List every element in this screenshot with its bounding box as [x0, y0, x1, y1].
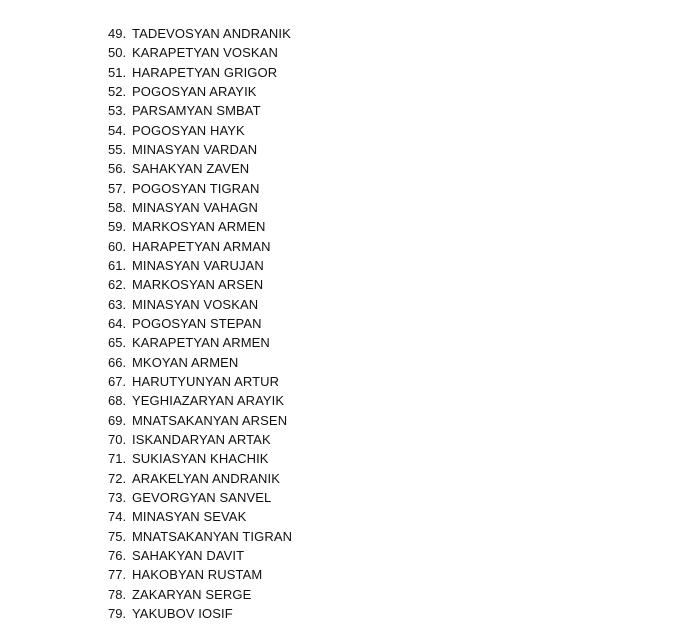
list-item: [108, 527, 292, 546]
item-name: PARSAMYAN SMBAT: [132, 103, 261, 119]
item-name: KARAPETYAN VOSKAN: [132, 45, 278, 61]
item-number: 75.: [108, 528, 127, 544]
item-number: 52.: [108, 83, 127, 99]
item-name: SAHAKYAN ZAVEN: [132, 161, 250, 177]
item-number: 71.: [108, 451, 127, 467]
item-number: 53.: [108, 103, 127, 119]
item-name: SAHAKYAN DAVIT: [132, 547, 245, 563]
item-number: 58.: [108, 199, 127, 215]
item-name: TADEVOSYAN ANDRANIK: [132, 26, 291, 41]
item-name: MNATSAKANYAN ARSEN: [132, 412, 288, 428]
item-name: GEVORGYAN SANVEL: [132, 489, 272, 505]
list-item: [108, 217, 292, 236]
item-number: 77.: [108, 567, 127, 583]
list-item: [108, 565, 292, 584]
list-item: [108, 256, 292, 275]
list-item: [108, 604, 292, 623]
item-name: MNATSAKANYAN TIGRAN: [132, 528, 293, 544]
item-name: MKOYAN ARMEN: [132, 354, 239, 370]
item-name: MINASYAN VARDAN: [132, 141, 258, 157]
name-list: [108, 24, 292, 623]
item-name: MARKOSYAN ARMEN: [132, 219, 266, 235]
item-number: 61.: [108, 257, 127, 273]
item-name: KARAPETYAN ARMEN: [132, 335, 270, 351]
item-number: 78.: [108, 586, 127, 602]
item-name: ISKANDARYAN ARTAK: [132, 431, 271, 447]
item-number: 79.: [108, 605, 127, 621]
item-number: 76.: [108, 547, 127, 563]
list-item: [108, 198, 292, 217]
list-item: [108, 140, 292, 159]
list-item: [108, 372, 292, 391]
item-number: 72.: [108, 470, 127, 486]
list-item: [108, 43, 292, 62]
list-item: [108, 391, 292, 410]
item-number: 57.: [108, 180, 127, 196]
item-number: 55.: [108, 141, 127, 157]
list-item: [108, 275, 292, 294]
item-name: ARAKELYAN ANDRANIK: [132, 470, 280, 486]
list-item: [108, 488, 292, 507]
item-number: 68.: [108, 393, 127, 409]
item-name: POGOSYAN TIGRAN: [132, 180, 260, 196]
item-number: 59.: [108, 219, 127, 235]
list-item: [108, 353, 292, 372]
item-number: 69.: [108, 412, 127, 428]
list-item: [108, 121, 292, 140]
item-name: YEGHIAZARYAN ARAYIK: [132, 393, 285, 409]
item-name: ZAKARYAN SERGE: [132, 586, 252, 602]
list-item: [108, 237, 292, 256]
list-item: [108, 430, 292, 449]
list-item: [108, 546, 292, 565]
item-name: MINASYAN VOSKAN: [132, 296, 259, 312]
item-number: 51.: [108, 64, 127, 80]
item-number: 64.: [108, 315, 127, 331]
item-name: MINASYAN SEVAK: [132, 509, 247, 525]
item-name: HARAPETYAN ARMAN: [132, 238, 271, 254]
item-number: 73.: [108, 489, 127, 505]
item-number: 50.: [108, 45, 127, 61]
item-number: 74.: [108, 509, 127, 525]
item-name: MINASYAN VAHAGN: [132, 199, 258, 215]
list-item: [108, 314, 292, 333]
item-name: HAKOBYAN RUSTAM: [132, 567, 263, 583]
list-item: [108, 449, 292, 468]
list-item: [108, 585, 292, 604]
item-number: 67.: [108, 373, 127, 389]
list-item: [108, 63, 292, 82]
item-number: 62.: [108, 277, 127, 293]
item-name: POGOSYAN STEPAN: [132, 315, 262, 331]
item-number: 60.: [108, 238, 127, 254]
item-name: YAKUBOV IOSIF: [132, 605, 233, 621]
list-item: [108, 469, 292, 488]
item-name: MARKOSYAN ARSEN: [132, 277, 264, 293]
list-item: [108, 101, 292, 120]
list-item: [108, 333, 292, 352]
item-number: 65.: [108, 335, 127, 351]
item-name: SUKIASYAN KHACHIK: [132, 451, 269, 467]
item-number: 63.: [108, 296, 127, 312]
item-number: 54.: [108, 122, 127, 138]
list-item: [108, 159, 292, 178]
item-name: POGOSYAN ARAYIK: [132, 83, 257, 99]
item-number: 49.: [108, 26, 127, 41]
list-item: [108, 179, 292, 198]
list-item: [108, 295, 292, 314]
list-item: [108, 507, 292, 526]
item-name: POGOSYAN HAYK: [132, 122, 245, 138]
list-item: [108, 411, 292, 430]
item-number: 66.: [108, 354, 127, 370]
item-number: 70.: [108, 431, 127, 447]
item-name: HARUTYUNYAN ARTUR: [132, 373, 280, 389]
list-item: [108, 82, 292, 101]
list-item: [108, 24, 292, 43]
item-number: 56.: [108, 161, 127, 177]
item-name: HARAPETYAN GRIGOR: [132, 64, 278, 80]
item-name: MINASYAN VARUJAN: [132, 257, 264, 273]
